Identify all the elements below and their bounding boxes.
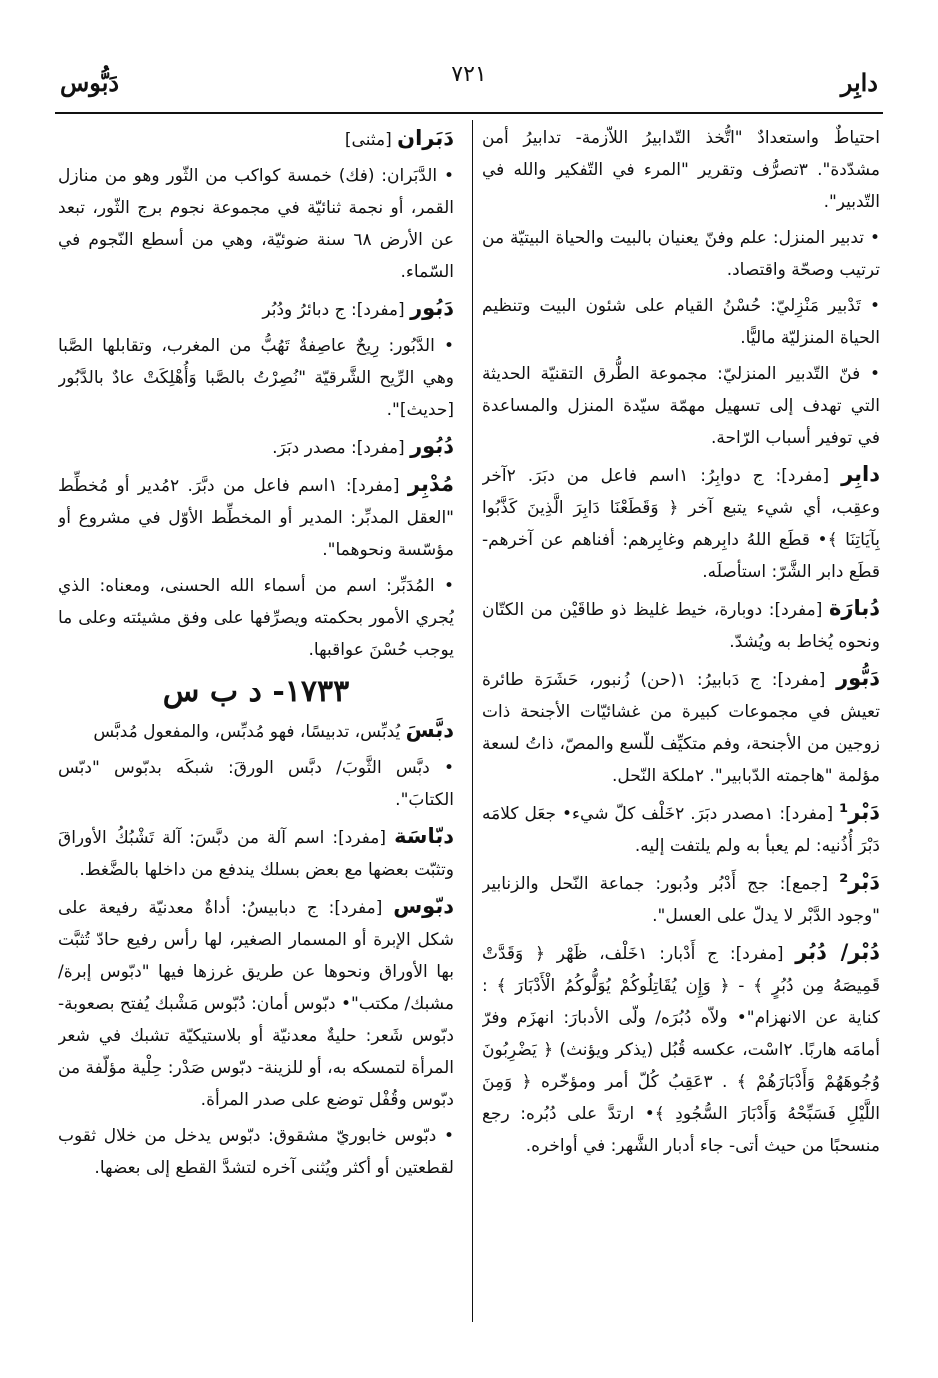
entry-headword: دُبْر/ دُبُر <box>795 940 880 964</box>
dictionary-entry <box>58 122 454 156</box>
entry-definition: [مثنى] <box>344 130 398 150</box>
dictionary-entry <box>58 752 454 816</box>
entry-headword: دُبارَة <box>828 596 880 620</box>
entry-headword: دابِر <box>841 462 880 486</box>
dictionary-entry <box>58 714 454 748</box>
dictionary-entry <box>58 292 454 326</box>
entry-headword: دَبُّور <box>836 666 880 690</box>
entry-definition: [مفرد]: ج أَدْبار: ١خَلْف، ظَهْر ﴿ وَقَدَّتْ قَمِيصَهُ مِن دُبُرٍ ﴾ - ﴿ وَإِن يُقَاتِلُوكُمْ يُوَلُّوكُمُ الْأَدْبَارَ ﴾ : كناية عن الانهزام"• ولاّه دُبُرَه/ ولّى الأدبارَ: انهزَم وفرّ أمامَه هاربًا. ٢اسْت، عكسه قُبُل (يذكر ويؤنث) ﴿ يَضْرِبُونَ وُجُوهَهُمْ وَأَدْبَارَهُمْ ﴾ . ٣عَقِبُ كُلّ أمر ومؤخّره ﴿ وَمِنَ اللَّيْلِ فَسَبِّحْهُ وَأَدْبَارَ السُّجُودِ ﴾• ارتدَّ على دُبُره: رجع منسحبًا من حيث أتى- جاء أدبار الشَّهر: في أواخره. <box>482 944 880 1156</box>
dictionary-entry <box>58 890 454 1116</box>
dictionary-entry <box>482 936 880 1162</box>
entry-definition: [مفرد]: دوبارة، خيط غليظ ذو طاقَيْن من الكتّان ونحوه يُخاط به ويُشدّ. <box>482 600 880 652</box>
entry-definition: [مفرد]: مصدر دبَرَ. <box>272 438 411 458</box>
dictionary-entry <box>482 290 880 354</box>
entry-definition: يُدبِّس، تدبيسًا، فهو مُدبِّس، والمفعول مُدبَّس <box>93 722 406 742</box>
entry-definition: • دبَّس الثَّوبَ/ دبَّس الورقَ: شبكَه بدبّوس "دبّس الكتابَ". <box>58 758 454 810</box>
entry-definition: [مفرد]: ١اسم فاعل من دبَّرَ. ٢مُدير أو مُخطِّط "العقل المدبِّر: المدير أو المخطِّط الأوّل في مشروع أو مؤسّسة ونحوهما". <box>58 476 454 560</box>
entry-headword: دَبْر¹ <box>839 800 880 824</box>
page-header <box>60 56 878 106</box>
dictionary-entry <box>58 820 454 886</box>
entry-definition: [مفرد]: ج دبابيسُ: أداةٌ معدنيّة رفيعة على شكل الإبرة أو المسمار الصغير، لها رأس رفيع حادّ تُثبَّت بها الأوراق ونحوها عن طريق غرزها فيها "دبّوس إبرة/ مشبك/ مكتب"• دبّوس أمان: دُبّوس مَشْبك يُفتح بصعوبة- دبّوس شَعر: حليةٌ معدنيّة أو بلاستيكيّة تشبك في شعر المرأة لتمسكه به، أو للزينة- دبّوس صَدْر: حِلْية مؤلّفة من دبّوس وقُفْل توضع على صدر المرأة. <box>58 898 454 1110</box>
entry-definition: [مفرد]: ١مصدر دبَرَ. ٢خَلْف كلّ شيء• جعَل كلامَه دَبْرَ أُذُنيه: لم يعبأ به ولم يلتفت إليه. <box>482 804 880 856</box>
entry-headword: دبَّسَ <box>405 718 454 742</box>
entry-definition: • فنّ التّدبير المنزليّ: مجموعة الطُّرق التقنيّة الحديثة التي تهدف إلى تسهيل مهمّة سيّدة المنزل والمساعدة في توفير أسباب الرّاحة. <box>482 364 880 448</box>
dictionary-entry <box>482 662 880 792</box>
dictionary-entry <box>482 458 880 588</box>
left-column <box>58 122 454 1322</box>
entry-definition: • تدبير المنزل: علم وفنّ يعنيان بالبيت والحياة البيتيّة من ترتيب وصحّة واقتصاد. <box>482 228 880 280</box>
entry-headword: دَبْر² <box>839 870 880 894</box>
dictionary-entry <box>58 430 454 464</box>
entry-definition: • تَدْبير مَنْزِليّ: حُسْنُ القيام على شئون البيت وتنظيم الحياة المنزليّة ماليًّا. <box>482 296 880 348</box>
dictionary-entry <box>482 358 880 454</box>
right-column <box>482 122 880 1322</box>
dictionary-entry <box>58 570 454 666</box>
entry-headword: دَبُور <box>410 296 454 320</box>
entry-headword: مُدْبِر <box>407 472 454 496</box>
page-number: ٧٢١ <box>451 62 487 87</box>
dictionary-entry <box>482 122 880 218</box>
header-rule <box>55 112 883 114</box>
entry-headword: دبّاسَة <box>394 824 454 848</box>
dictionary-entry <box>482 222 880 286</box>
entry-headword: دبّوس <box>393 894 454 918</box>
guide-word-right: دابِر <box>840 68 878 97</box>
entry-definition: • الدَّبُور: رِيحٌ عاصِفةٌ تَهُبُّ من المغرب، وتقابلها الصَّبا وهي الرِّيح الشَّرقيّة "نُصِرْتُ بالصَّبا وَأُهْلِكَتْ عادٌ بالدَّبُور [حديث]". <box>58 336 454 420</box>
entry-definition: • دبّوس خابوريّ مشقوق: دبّوس يدخل من خلال ثقوب لقطعتين أو أكثر ويُثنى آخره لتشدَّ القطع إلى بعضها. <box>58 1126 454 1178</box>
entry-definition: [جمع]: جج أَدْبُر ودُبور: جماعة النّحل والزنابير "وجود الدَّبْر لا يدلّ على العسل". <box>482 874 880 926</box>
dictionary-entry <box>482 796 880 862</box>
entry-definition: • المُدَبِّر: اسم من أسماء الله الحسنى، ومعناه: الذي يُجري الأمور بحكمته ويصرِّفها على وفق مشيئته وعلى ما يوجب حُسْنَ عواقبها. <box>58 576 454 660</box>
dictionary-entry <box>482 592 880 658</box>
entry-headword: دُبُور <box>410 434 454 458</box>
entry-definition: • الدَّبَران: (فك) خمسة كواكب من الثّور وهو من منازل القمر، أو نجمة ثنائيّة في مجموعة نجوم برج الثّور، تبعد عن الأرض ٦٨ سنة ضوئيّة، وهي من أسطع النّجوم في السّماء. <box>58 166 454 282</box>
entry-definition: احتياطٌ واستعدادٌ "اتُّخذ التّدابيرُ اللاّزمة- تدابيرُ أمن مشدّدة". ٣تصرُّف وتقرير "المرء في التّفكير والله في التّدبير". <box>482 128 880 212</box>
dictionary-entry <box>58 330 454 426</box>
guide-word-left: دَبُّوس <box>60 68 120 97</box>
entry-definition: [مفرد]: اسم آلة من دبَّسَ: آلة تَشْبُكُ الأوراقَ وتثبّت بعضها مع بعض بسلك يندفع من داخلها بالضَّغط. <box>58 828 454 880</box>
dictionary-entry <box>482 866 880 932</box>
entry-definition: [مفرد]: ج دبائرُ ودُبُر <box>262 300 411 320</box>
entry-definition: [مفرد]: ج دَبابيرُ: ١(حن) زُنبور، حَشَرَة طائرة تعيش في مجموعات كبيرة من غشائيّات الأجنحة ذات زوجين من الأجنحة، وفم متكيِّف للّسع والمصّ، ذاتُ لسعة مؤلمة "هاجمته الدّبابير". ٢ملكة النّحل. <box>482 670 880 786</box>
column-divider <box>472 120 473 1322</box>
dictionary-entry <box>58 468 454 566</box>
entry-definition: [مفرد]: ج دوابِرُ: ١اسم فاعل من دبَرَ. ٢آخر وعقِب، أي شيء يتبع آخر ﴿ وَقَطَعْنَا دَابِرَ الَّذِينَ كَذَّبُوا بِآيَاتِنَا ﴾• قطَع اللهُ دابِرهم وغابِرهم: أفناهم عن آخرهم- قطَع دابر الشَّرّ: استأصلَه. <box>482 466 880 582</box>
root-heading: ١٧٣٣- د ب س <box>162 674 350 709</box>
entry-headword: دَبَران <box>397 126 454 150</box>
dictionary-entry <box>58 1120 454 1184</box>
dictionary-entry <box>58 160 454 288</box>
